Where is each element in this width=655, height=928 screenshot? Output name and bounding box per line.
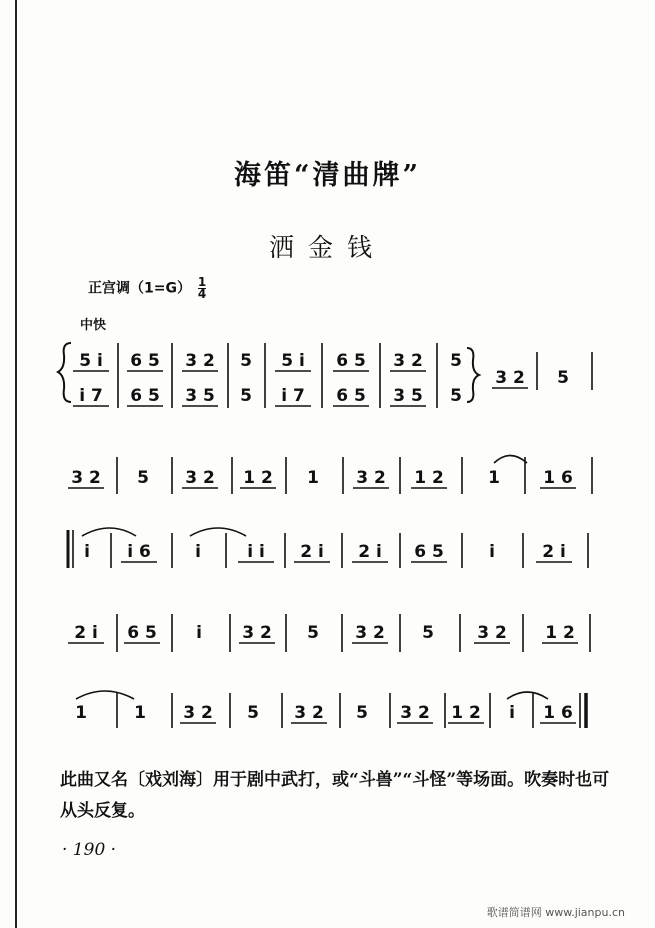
note: 5 xyxy=(247,703,259,723)
note: 3 2 xyxy=(477,623,507,643)
note: i i xyxy=(247,542,265,562)
note-upper: 5 i xyxy=(281,351,305,371)
notes xyxy=(68,351,578,723)
note-upper: 6 5 xyxy=(336,351,366,371)
note-lower: i 7 xyxy=(281,386,305,406)
note: 3 2 xyxy=(356,468,386,488)
note-upper: 5 i xyxy=(79,351,103,371)
note-upper: 5 xyxy=(240,351,252,371)
note: i xyxy=(195,542,201,562)
note: 1 2 xyxy=(545,623,575,643)
note-upper: 6 5 xyxy=(130,351,160,371)
note: 1 2 xyxy=(414,468,444,488)
note: 1 xyxy=(134,703,146,723)
note: 6 5 xyxy=(127,623,157,643)
note: 2 i xyxy=(74,623,98,643)
note-lower: 5 xyxy=(450,386,462,406)
note: 3 2 xyxy=(242,623,272,643)
note: 2 i xyxy=(542,542,566,562)
time-signature-top: 1 xyxy=(197,275,207,289)
note: i xyxy=(489,542,495,562)
note-lower: 5 xyxy=(240,386,252,406)
watermark: 歌谱简谱网 www.jianpu.cn xyxy=(486,906,625,919)
note: 3 2 xyxy=(183,703,213,723)
note: 2 i xyxy=(358,542,382,562)
note: 5 xyxy=(137,468,149,488)
note: 2 i xyxy=(300,542,324,562)
note: 1 xyxy=(307,468,319,488)
key-label: 正宫调（1=G） xyxy=(88,280,191,297)
note: 5 xyxy=(557,368,569,388)
tempo-marking: 中快 xyxy=(80,318,107,333)
note: 1 2 xyxy=(451,703,481,723)
page-number: · 190 · xyxy=(62,840,117,860)
note: 1 6 xyxy=(543,468,573,488)
note: 1 xyxy=(488,468,500,488)
time-signature-bottom: 4 xyxy=(197,287,207,301)
piece-title: 洒金钱 xyxy=(268,233,386,262)
note: 1 2 xyxy=(243,468,273,488)
note-upper: 5 xyxy=(450,351,462,371)
page-title: 海笛“清曲牌” xyxy=(233,160,422,191)
explanatory-note: 此曲又名〔戏刘海〕用于剧中武打，或“斗兽”“斗怪”等场面。吹奏时也可从头反复。 xyxy=(60,770,610,821)
note: 3 2 xyxy=(294,703,324,723)
note-lower: 3 5 xyxy=(185,386,215,406)
note-lower: i 7 xyxy=(79,386,103,406)
note: i 6 xyxy=(127,542,151,562)
note: 1 xyxy=(75,703,87,723)
note: i xyxy=(84,542,90,562)
note-lower: 6 5 xyxy=(130,386,160,406)
note-lower: 6 5 xyxy=(336,386,366,406)
note-upper: 3 2 xyxy=(393,351,423,371)
note: 3 2 xyxy=(355,623,385,643)
note: 3 2 xyxy=(495,368,525,388)
note: 5 xyxy=(307,623,319,643)
note: 6 5 xyxy=(414,542,444,562)
note: 3 2 xyxy=(400,703,430,723)
note-upper: 3 2 xyxy=(185,351,215,371)
note: 1 6 xyxy=(543,703,573,723)
note: 5 xyxy=(356,703,368,723)
note-lower: 3 5 xyxy=(393,386,423,406)
note: 5 xyxy=(422,623,434,643)
note: 3 2 xyxy=(185,468,215,488)
note: 3 2 xyxy=(71,468,101,488)
note: i xyxy=(196,623,202,643)
note: i xyxy=(509,703,515,723)
